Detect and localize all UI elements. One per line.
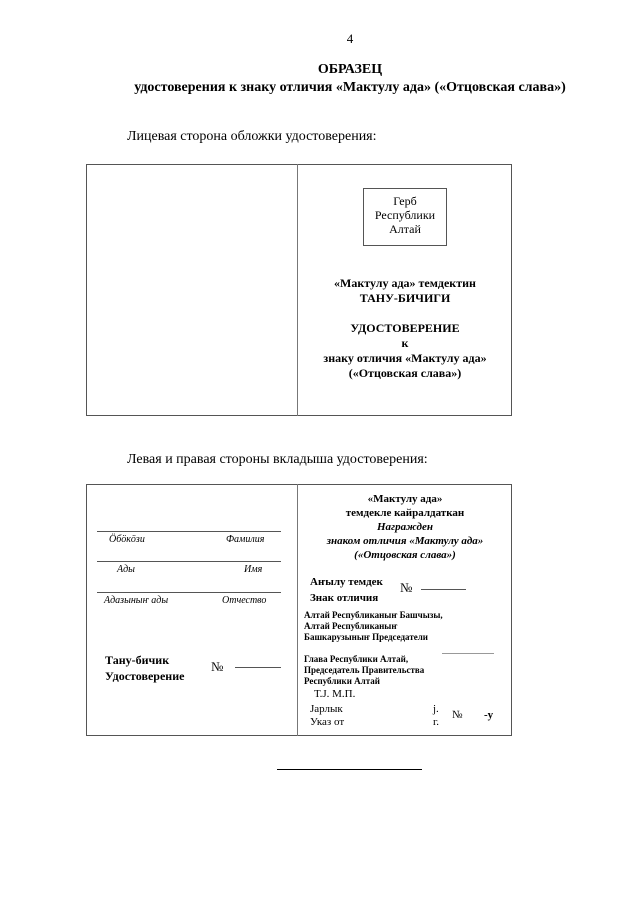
insert-award-block <box>298 492 512 562</box>
cover-title-ru-4: («Отцовская слава») <box>348 366 462 380</box>
certificate-number-sign: № <box>211 659 224 674</box>
insert-award-alt-1: «Мактулу ада» <box>367 493 443 505</box>
insert-award-ru-3: («Отцовская слава») <box>354 549 456 561</box>
cover-title-ru-2: к <box>401 336 409 350</box>
signatory-alt <box>304 610 443 643</box>
emblem-line-2: Республики <box>374 208 436 222</box>
cover-title-block <box>298 276 512 381</box>
decree-label-ru: Указ от <box>310 716 345 728</box>
signatory-ru-3: Республики Алтай <box>304 676 380 686</box>
emblem-line-3: Алтай <box>389 222 421 236</box>
insert-award-alt-2: темдекле кайралдаткан <box>345 507 465 519</box>
signature-line <box>442 653 494 654</box>
cover-title-alt-2: ТАНУ-БИЧИГИ <box>359 291 451 305</box>
year-label-ru: г. <box>433 716 440 728</box>
decree-number-sign: № <box>452 709 463 721</box>
certificate-label-alt: Тану-бичик <box>105 653 170 667</box>
badge-label <box>310 574 383 606</box>
badge-label-alt: Аҥылу темдек <box>310 576 383 588</box>
emblem-placeholder <box>363 188 447 246</box>
badge-number-line <box>421 589 466 590</box>
decree-label <box>310 703 344 729</box>
signatory-ru-2: Председатель Правительства <box>304 665 425 675</box>
signatory-alt-3: Башкарузыныҥ Председатели <box>304 632 428 642</box>
signatory-ru <box>304 654 424 687</box>
decree-suffix: -у <box>484 709 494 721</box>
name-label-alt: Ады <box>117 564 135 575</box>
emblem-line-1: Герб <box>393 194 417 208</box>
certificate-number-line <box>235 667 281 668</box>
year-label-alt: ј. <box>433 703 439 715</box>
insert-award-ru-1: Награжден <box>376 521 434 533</box>
year-label <box>433 703 439 729</box>
page-number: 4 <box>346 31 354 46</box>
certificate-label-ru: Удостоверение <box>105 669 185 683</box>
patronymic-line <box>97 592 281 593</box>
signatory-ru-1: Глава Республики Алтай, <box>304 654 409 664</box>
badge-number-sign: № <box>400 580 413 595</box>
signatory-alt-2: Алтай Республиканыҥ <box>304 621 398 631</box>
stamp-label: Т.Ј. М.П. <box>314 688 356 700</box>
name-line <box>97 561 281 562</box>
surname-line <box>97 531 281 532</box>
surname-label-alt: Ӧбӧкӧзи <box>109 534 145 545</box>
decree-label-alt: Јарлык <box>310 703 343 715</box>
signatory-alt-1: Алтай Республиканыҥ Башчызы, <box>304 610 443 620</box>
cover-title-ru-1: УДОСТОВЕРЕНИЕ <box>350 321 460 335</box>
document-subtitle: удостоверения к знаку отличия «Мактулу ада» («Отцовская слава») <box>134 80 566 95</box>
insert-caption: Левая и правая стороны вкладыша удостоверения: <box>127 452 428 467</box>
bottom-rule <box>277 769 422 770</box>
name-label-ru: Имя <box>244 564 263 575</box>
document-title: ОБРАЗЕЦ <box>317 62 383 77</box>
cover-title-alt-1: «Мактулу ада» темдектин <box>334 276 476 290</box>
patronymic-label-alt: Адазыныҥ ады <box>104 595 169 606</box>
cover-title-ru-3: знаку отличия «Мактулу ада» <box>323 351 487 365</box>
cover-caption: Лицевая сторона обложки удостоверения: <box>127 129 377 144</box>
insert-award-ru-2: знаком отличия «Мактулу ада» <box>326 535 484 547</box>
certificate-label <box>105 652 184 684</box>
badge-label-ru: Знак отличия <box>310 592 379 604</box>
surname-label-ru: Фамилия <box>226 534 265 545</box>
patronymic-label-ru: Отчество <box>222 595 267 606</box>
